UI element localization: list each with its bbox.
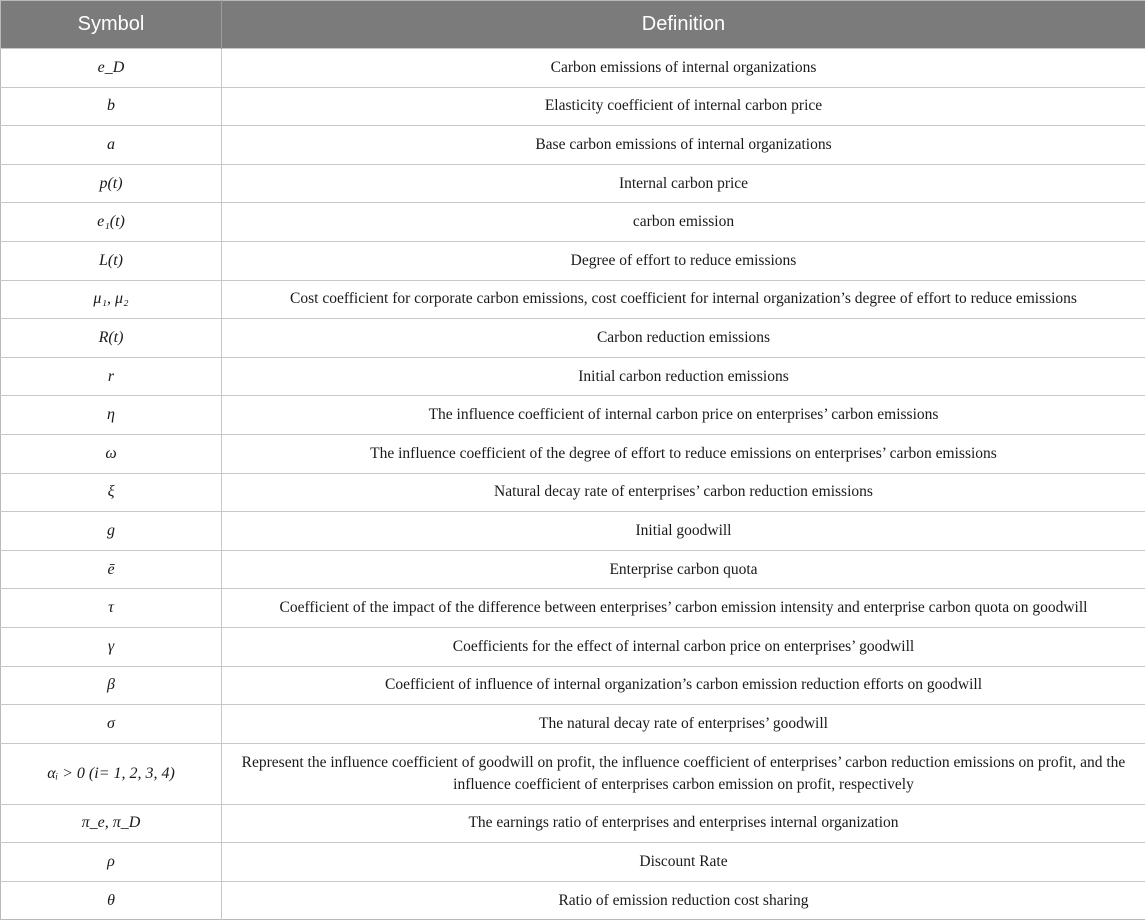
- definition-cell: Represent the influence coefficient of goodwill on profit, the influence coefficient of enterprises’ carbon reduction emissions on profit, and the influence coefficient of enterprises carbon emission on profit, respectively: [222, 743, 1145, 804]
- table-row: [1, 743, 1145, 804]
- symbol-cell: ω: [1, 434, 222, 473]
- definition-cell: carbon emission: [222, 203, 1145, 242]
- table-row: [1, 87, 1145, 126]
- definition-cell: Ratio of emission reduction cost sharing: [222, 881, 1145, 920]
- symbol-cell: τ: [1, 589, 222, 628]
- definition-cell: Carbon emissions of internal organizations: [222, 49, 1145, 88]
- symbol-cell: μ₁, μ₂: [1, 280, 222, 319]
- definition-cell: Discount Rate: [222, 843, 1145, 882]
- table-body: [1, 49, 1145, 920]
- table-row: [1, 357, 1145, 396]
- symbol-cell: ρ: [1, 843, 222, 882]
- definition-cell: Carbon reduction emissions: [222, 319, 1145, 358]
- table-row: [1, 666, 1145, 705]
- definition-cell: The natural decay rate of enterprises’ goodwill: [222, 705, 1145, 744]
- table-row: [1, 804, 1145, 843]
- table-row: [1, 164, 1145, 203]
- symbol-cell: L(t): [1, 241, 222, 280]
- table-row: [1, 589, 1145, 628]
- definition-cell: Coefficient of influence of internal organization’s carbon emission reduction efforts on goodwill: [222, 666, 1145, 705]
- symbol-cell: g: [1, 512, 222, 551]
- table-row: [1, 49, 1145, 88]
- table-row: [1, 434, 1145, 473]
- table-row: [1, 126, 1145, 165]
- symbol-cell: a: [1, 126, 222, 165]
- symbol-cell: p(t): [1, 164, 222, 203]
- table-row: [1, 881, 1145, 920]
- definition-column-header: Definition: [222, 1, 1145, 49]
- table-header-row: [1, 1, 1145, 49]
- definition-cell: The earnings ratio of enterprises and enterprises internal organization: [222, 804, 1145, 843]
- definition-cell: Coefficients for the effect of internal carbon price on enterprises’ goodwill: [222, 627, 1145, 666]
- table-row: [1, 705, 1145, 744]
- table-row: [1, 512, 1145, 551]
- symbol-cell: ē: [1, 550, 222, 589]
- definition-cell: Elasticity coefficient of internal carbon price: [222, 87, 1145, 126]
- table-row: [1, 550, 1145, 589]
- table-row: [1, 280, 1145, 319]
- definition-cell: Internal carbon price: [222, 164, 1145, 203]
- symbol-cell: αᵢ > 0 (i= 1, 2, 3, 4): [1, 743, 222, 804]
- symbol-cell: β: [1, 666, 222, 705]
- table-row: [1, 319, 1145, 358]
- symbol-cell: r: [1, 357, 222, 396]
- symbol-cell: η: [1, 396, 222, 435]
- symbol-cell: σ: [1, 705, 222, 744]
- table-row: [1, 473, 1145, 512]
- definition-cell: The influence coefficient of the degree of effort to reduce emissions on enterprises’ carbon emissions: [222, 434, 1145, 473]
- symbol-cell: e_D: [1, 49, 222, 88]
- definition-cell: Natural decay rate of enterprises’ carbon reduction emissions: [222, 473, 1145, 512]
- table-row: [1, 843, 1145, 882]
- symbol-cell: b: [1, 87, 222, 126]
- table-row: [1, 627, 1145, 666]
- definition-cell: Coefficient of the impact of the difference between enterprises’ carbon emission intensity and enterprise carbon quota on goodwill: [222, 589, 1145, 628]
- symbol-column-header: Symbol: [1, 1, 222, 49]
- symbol-cell: R(t): [1, 319, 222, 358]
- symbol-cell: θ: [1, 881, 222, 920]
- symbol-cell: γ: [1, 627, 222, 666]
- table-row: [1, 203, 1145, 242]
- definition-cell: Degree of effort to reduce emissions: [222, 241, 1145, 280]
- definition-cell: Initial carbon reduction emissions: [222, 357, 1145, 396]
- definition-cell: Cost coefficient for corporate carbon emissions, cost coefficient for internal organization’s degree of effort to reduce emissions: [222, 280, 1145, 319]
- definition-cell: Base carbon emissions of internal organizations: [222, 126, 1145, 165]
- symbol-cell: ξ: [1, 473, 222, 512]
- table-row: [1, 241, 1145, 280]
- table-row: [1, 396, 1145, 435]
- symbol-cell: e₁(t): [1, 203, 222, 242]
- symbol-cell: π_e, π_D: [1, 804, 222, 843]
- definition-cell: The influence coefficient of internal carbon price on enterprises’ carbon emissions: [222, 396, 1145, 435]
- definition-cell: Initial goodwill: [222, 512, 1145, 551]
- definition-cell: Enterprise carbon quota: [222, 550, 1145, 589]
